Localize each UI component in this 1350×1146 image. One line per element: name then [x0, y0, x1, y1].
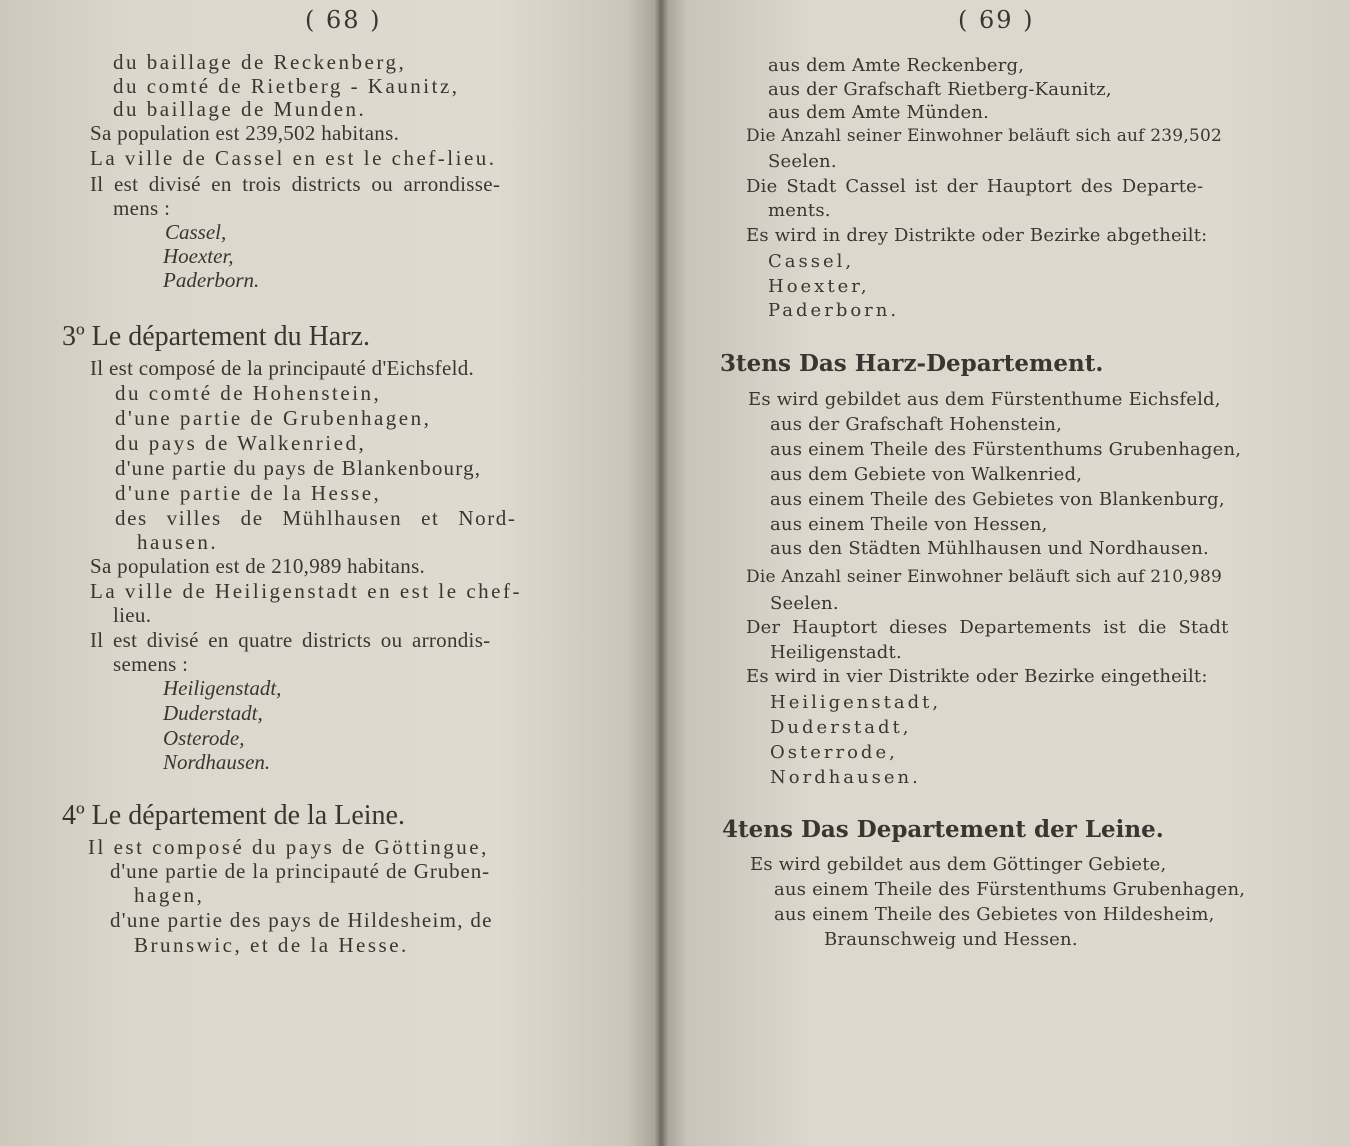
right-page — [660, 0, 1350, 1146]
page-number-left: ( 68 ) — [305, 6, 382, 34]
text-line: semens : — [113, 652, 189, 676]
text-line: aus einem Theile von Hessen, — [770, 514, 1048, 535]
page-number-right: ( 69 ) — [958, 6, 1035, 34]
text-line: du baillage de Munden. — [113, 97, 367, 121]
district-name: Duderstadt, — [163, 701, 263, 725]
text-line: Es wird gebildet aus dem Fürstenthume Eichsfeld, — [748, 389, 1221, 410]
text-line: mens : — [113, 196, 171, 220]
text-line: Brunswic, et de la Hesse. — [134, 933, 409, 957]
text-line: d'une partie de Grubenhagen, — [115, 406, 432, 430]
text-line: des villes de Mühlhausen et Nord- — [115, 506, 517, 530]
text-line: Die Anzahl seiner Einwohner beläuft sich auf 210,989 — [746, 567, 1222, 587]
text-line: aus einem Theile des Fürstenthums Grubenhagen, — [770, 439, 1242, 460]
text-line: ments. — [768, 200, 831, 221]
text-line: d'une partie des pays de Hildesheim, de — [110, 908, 493, 932]
text-line: hausen. — [137, 530, 219, 554]
text-line: aus der Grafschaft Hohenstein, — [770, 414, 1062, 435]
text-line: Il est composé de la principauté d'Eichsfeld. — [90, 356, 475, 380]
text-line: La ville de Cassel en est le chef-lieu. — [90, 146, 497, 170]
text-line: Sa population est de 210,989 habitans. — [90, 554, 426, 578]
text-line: Der Hauptort dieses Departements ist die Stadt — [746, 617, 1229, 638]
text-line: du comté de Hohenstein, — [115, 381, 382, 405]
text-line: aus einem Theile des Gebietes von Hildesheim, — [774, 904, 1215, 925]
district-name: Paderborn. — [768, 300, 900, 321]
text-line: aus einem Theile des Fürstenthums Grubenhagen, — [774, 879, 1246, 900]
text-line: aus dem Gebiete von Walkenried, — [770, 464, 1083, 485]
district-name: Duderstadt, — [770, 717, 912, 738]
text-line: Seelen. — [768, 151, 837, 172]
text-line: du pays de Walkenried, — [115, 431, 367, 455]
text-line: Il est divisé en quatre districts ou arrondis- — [90, 628, 491, 652]
district-name: Cassel, — [165, 220, 227, 244]
book-gutter — [654, 0, 668, 1146]
text-line: Die Stadt Cassel ist der Hauptort des Departe- — [746, 176, 1204, 197]
district-name: Heiligenstadt, — [770, 692, 942, 713]
section-heading: 3tens Das Harz-Departement. — [720, 350, 1104, 377]
district-name: Osterrode, — [770, 742, 898, 763]
text-line: d'une partie du pays de Blankenbourg, — [115, 456, 482, 480]
text-line: Heiligenstadt. — [770, 642, 902, 663]
text-line: Sa population est 239,502 habitans. — [90, 121, 400, 145]
text-line: hagen, — [134, 883, 205, 907]
text-line: aus den Städten Mühlhausen und Nordhausen. — [770, 538, 1209, 559]
text-line: Seelen. — [770, 593, 839, 614]
left-page — [0, 0, 660, 1146]
text-line: Il est composé du pays de Göttingue, — [88, 835, 489, 859]
district-name: Osterode, — [163, 726, 245, 750]
section-heading: 4tens Das Departement der Leine. — [722, 816, 1164, 843]
section-heading: 4º Le département de la Leine. — [62, 800, 405, 831]
text-line: Il est divisé en trois districts ou arrondisse- — [90, 172, 501, 196]
text-line: aus einem Theile des Gebietes von Blankenburg, — [770, 489, 1225, 510]
text-line: Braunschweig und Hessen. — [824, 929, 1078, 950]
text-line: d'une partie de la principauté de Gruben- — [110, 859, 491, 883]
text-line: Die Anzahl seiner Einwohner beläuft sich auf 239,502 — [746, 126, 1222, 146]
text-line: aus dem Amte Münden. — [768, 102, 990, 123]
district-name: Heiligenstadt, — [163, 676, 282, 700]
text-line: du comté de Rietberg - Kaunitz, — [113, 74, 460, 98]
district-name: Hoexter, — [163, 244, 234, 268]
district-name: Nordhausen. — [770, 767, 921, 788]
text-line: Es wird gebildet aus dem Göttinger Gebiete, — [750, 854, 1167, 875]
section-heading: 3º Le département du Harz. — [62, 321, 370, 352]
text-line: Es wird in drey Distrikte oder Bezirke abgetheilt: — [746, 225, 1208, 246]
text-line: Es wird in vier Distrikte oder Bezirke eingetheilt: — [746, 666, 1208, 687]
district-name: Paderborn. — [163, 268, 260, 292]
district-name: Nordhausen. — [163, 750, 271, 774]
text-line: du baillage de Reckenberg, — [113, 50, 407, 74]
text-line: aus dem Amte Reckenberg, — [768, 55, 1025, 76]
text-line: aus der Grafschaft Rietberg-Kaunitz, — [768, 79, 1112, 100]
text-line: lieu. — [113, 603, 152, 627]
text-line: d'une partie de la Hesse, — [115, 481, 382, 505]
district-name: Cassel, — [768, 251, 855, 272]
text-line: La ville de Heiligenstadt en est le chef- — [90, 579, 522, 603]
district-name: Hoexter, — [768, 276, 870, 297]
